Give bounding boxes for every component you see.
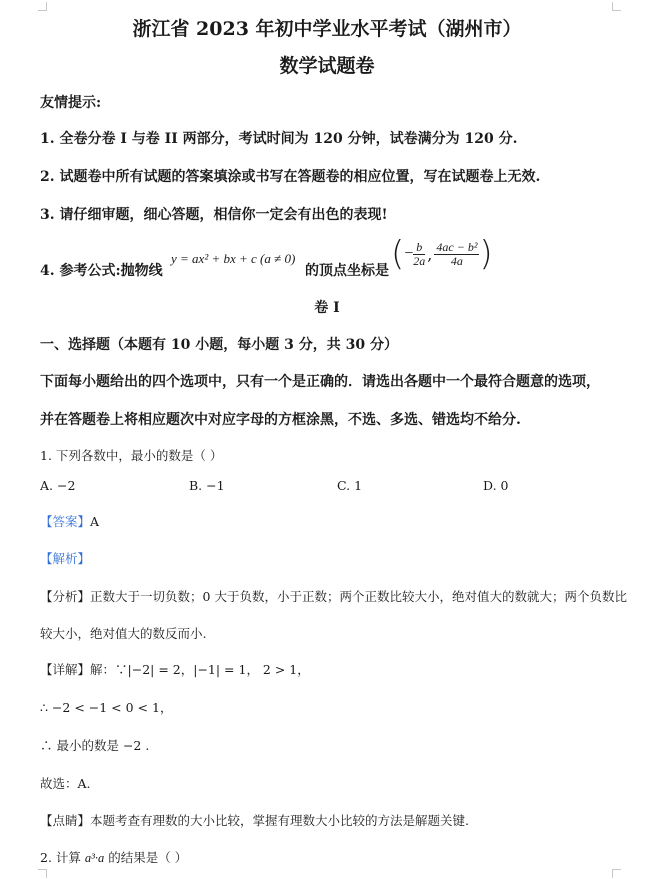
tip-item-4-prefix: 4. 参考公式:抛物线 <box>40 263 163 279</box>
comma: , <box>427 244 433 264</box>
page-subtitle: 数学试题卷 <box>279 55 375 77</box>
question-1-option-d: D. 0 <box>483 478 509 493</box>
tips-heading: 友情提示: <box>40 95 102 111</box>
question-1-option-a: A. −2 <box>40 478 76 493</box>
corner-mark-bottom-left <box>38 869 47 878</box>
question-2-expression: a³·a <box>84 851 105 865</box>
vertex-x-fraction: $\frac{b}{2a}$ <box>413 239 426 268</box>
fenxi-line-1 <box>40 587 627 605</box>
vertex-formula <box>391 234 493 274</box>
question-1-stem: 1. 下列各数中，最小的数是（ ） <box>40 448 223 463</box>
answer-value: A <box>90 514 100 529</box>
page-title: 浙江省 2023 年初中学业水平考试（湖州市） <box>132 18 522 40</box>
detail-line-1 <box>40 660 310 678</box>
corner-mark-top-left <box>38 2 47 11</box>
fenxi-line-2: 较大小，绝对值大的数反而小. <box>40 626 207 641</box>
tip-item-2: 2. 试题卷中所有试题的答案填涂或书写在答题卷的相应位置，写在试题卷上无效. <box>40 169 541 185</box>
question-1-option-b: B. −1 <box>189 478 225 493</box>
tip-item-3: 3. 请仔细审题，细心答题，相信你一定会有出色的表现! <box>40 207 388 223</box>
comment-text: 本题考查有理数的大小比较，掌握有理数大小比较的方法是解题关键. <box>90 813 469 828</box>
detail-line-2: ∴ −2 < −1 < 0 < 1， <box>40 700 173 715</box>
parabola-equation: y = ax² + bx + c (a ≠ 0) <box>171 251 296 266</box>
right-paren: ) <box>479 234 493 274</box>
analysis-tag: 【解析】 <box>40 551 91 566</box>
volume-label: 卷 I <box>314 300 340 316</box>
choose-line: 故选：A. <box>40 776 91 791</box>
section-heading: 一、选择题（本题有 10 小题，每小题 3 分，共 30 分） <box>40 337 398 353</box>
section-intro-line-2: 并在答题卷上将相应题次中对应字母的方框涂黑，不选、多选、错选均不给分. <box>40 412 521 428</box>
detail-text-1: 解：∵|−2| = 2，|−1| = 1， 2 > 1， <box>90 662 310 677</box>
section-intro-line-1: 下面每小题给出的四个选项中，只有一个是正确的．请选出各题中一个最符合题意的选项， <box>40 374 600 390</box>
tip-item-1: 1. 全卷分卷 I 与卷 II 两部分，考试时间为 120 分钟，试卷满分为 120 分. <box>40 131 518 147</box>
fenxi-text-1: 正数大于一切负数；0 大于负数，小于正数；两个正数比较大小，绝对值大的数就大；两个负数比 <box>90 589 627 604</box>
question-2-suffix: 的结果是（ ） <box>108 850 188 865</box>
comment-line <box>40 811 469 829</box>
corner-mark-top-right <box>612 2 621 11</box>
tip-item-4-mid: 的顶点坐标是 <box>305 263 389 279</box>
question-2-prefix: 2. 计算 <box>40 850 81 865</box>
vertex-y-fraction: $\frac{\text{4ac − b²}}{4a}$ <box>436 239 478 268</box>
question-2-stem <box>40 848 187 866</box>
minus-sign: − <box>404 245 414 262</box>
detail-tag: 【详解】 <box>40 662 91 677</box>
left-paren: ( <box>391 234 405 274</box>
fenxi-tag: 【分析】 <box>40 589 91 604</box>
comment-tag: 【点睛】 <box>40 813 91 828</box>
corner-mark-bottom-right <box>612 869 621 878</box>
question-1-option-c: C. 1 <box>337 478 363 493</box>
detail-line-3: ∴ 最小的数是 −2 . <box>40 738 150 753</box>
answer-tag: 【答案】 <box>40 514 91 529</box>
answer-line <box>40 512 99 530</box>
